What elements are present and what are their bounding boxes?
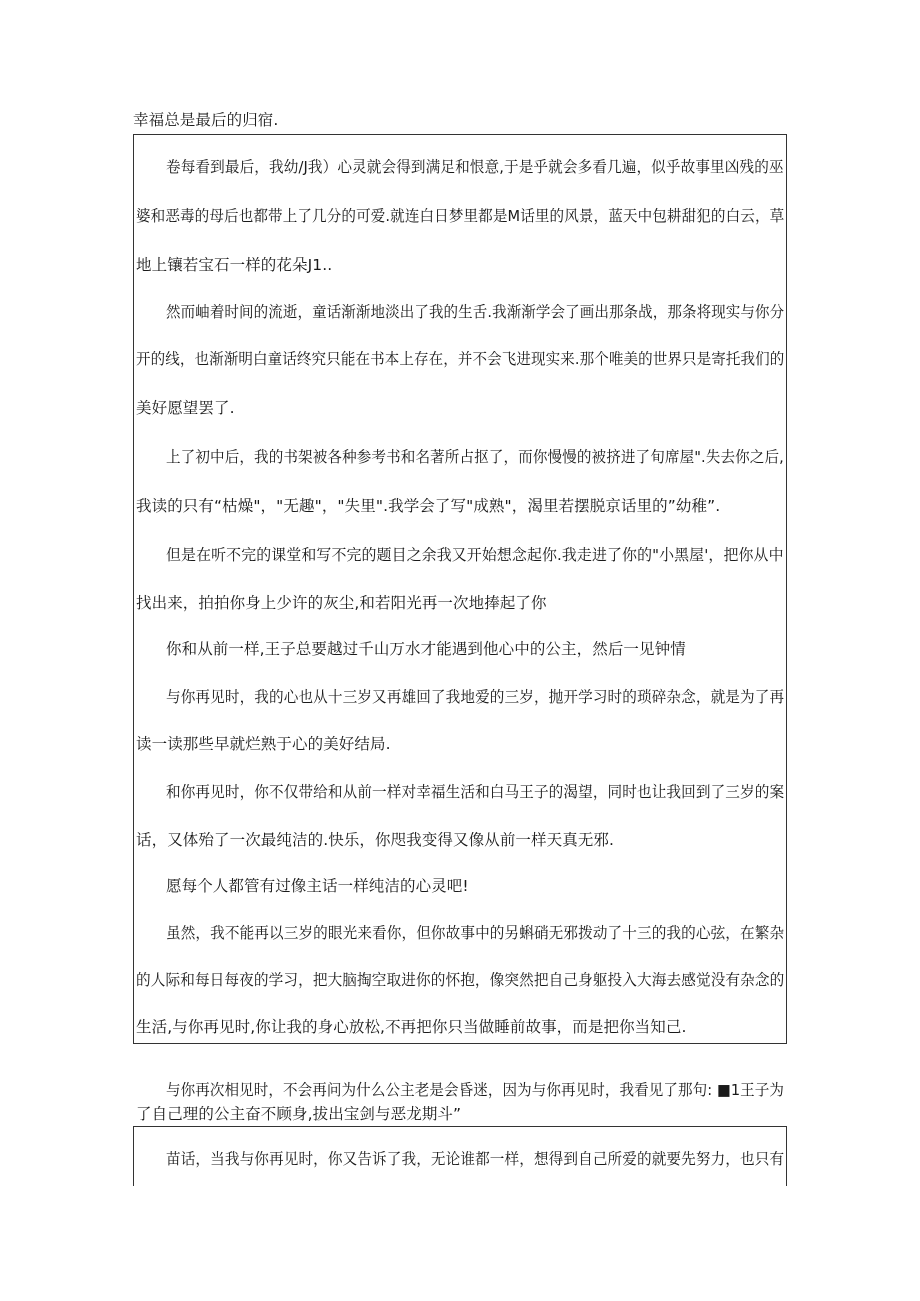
main-line-13: 读一读那些早就烂熟于心的美好结局. <box>136 735 391 753</box>
main-line-6: 美好愿望罢了. <box>136 399 235 417</box>
main-line-16: 愿每个人都管有过像主话一样纯洁的心灵吧! <box>166 877 469 895</box>
main-line-9: 但是在听不完的课堂和写不完的题目之余我又开始想念起你.我走进了你的"小黑屋'，把你从中 <box>166 546 784 564</box>
tail-line-1: 苗话，当我与你再见时，你又告诉了我，无论谁都一样，想得到自己所爱的就要先努力，也只有 <box>166 1150 785 1168</box>
main-line-15: 话，又体殆了一次最纯洁的.快乐，你咫我变得又像从前一样天真无邪. <box>136 831 615 849</box>
main-line-7: 上了初中后，我的书架被各种参考书和名著所占抠了，而你慢慢的被挤进了旬席屋".失去你之后, <box>166 448 784 466</box>
main-line-12: 与你再见时，我的心也从十三岁又再雄回了我地爱的三岁，抛开学习时的琐碎杂念，就是为了再 <box>166 688 785 706</box>
main-line-19: 生活,与你再见时,你让我的身心放松,不再把你只当做睡前故事，而是把你当知己. <box>136 1018 687 1036</box>
main-line-1: 卷每看到最后，我幼/J我）心灵就会得到满足和恨意,于是乎就会多看几遍，似乎故事里凶残的巫 <box>166 158 784 176</box>
main-line-11: 你和从前一样,王子总要越过千山万水才能遇到他心中的公主，然后一见钟情 <box>166 640 686 658</box>
main-line-10: 找出来，拍拍你身上少许的灰尘,和若阳光再一次地捧起了你 <box>136 594 547 612</box>
main-line-17: 虽然，我不能再以三岁的眼光来看你，但你故事中的另蝌硝无邪拨动了十三的我的心弦，在繁杂 <box>166 924 785 942</box>
middle-line-1: 与你再次相见时，不会再问为什么公主老是会昏迷，因为与你再见时，我看见了那句: ■1王子为 <box>166 1081 785 1099</box>
main-line-14: 和你再见时，你不仅带给和从前一样对幸福生活和白马王子的渴望，同时也让我回到了三岁的案 <box>166 783 785 801</box>
main-line-4: 然而岫着时间的流逝，童话渐渐地淡出了我的生舌.我渐渐学会了画出那条战，那条将现实与你分 <box>166 303 785 321</box>
main-line-18: 的人际和每日每夜的学习，把大脑掏空取进你的怀抱，像突然把自己身躯投入大海去感觉没有杂念的 <box>136 971 785 989</box>
lead-line: 幸福总是最后的归宿. <box>133 111 279 129</box>
main-line-3: 地上镶若宝石一样的花朵J1.. <box>136 256 333 274</box>
main-line-2: 婆和恶毒的母后也都带上了几分的可爱.就连白日梦里都是M话里的风景，蓝天中包耕甜犯的白云，草 <box>136 207 785 225</box>
middle-line-2: 了自己理的公主奋不顾身,拔出宝剑与恶龙期斗” <box>136 1105 462 1123</box>
main-line-8: 我读的只有“枯燥"，"无趣"，"失里".我学会了写"成熟"，渴里若摆脱京话里的”幼稚”. <box>136 497 721 515</box>
main-line-5: 开的线，也渐渐明白童话终究只能在书本上存在，并不会飞进现实来.那个唯美的世界只是寄托我们的 <box>136 350 785 368</box>
